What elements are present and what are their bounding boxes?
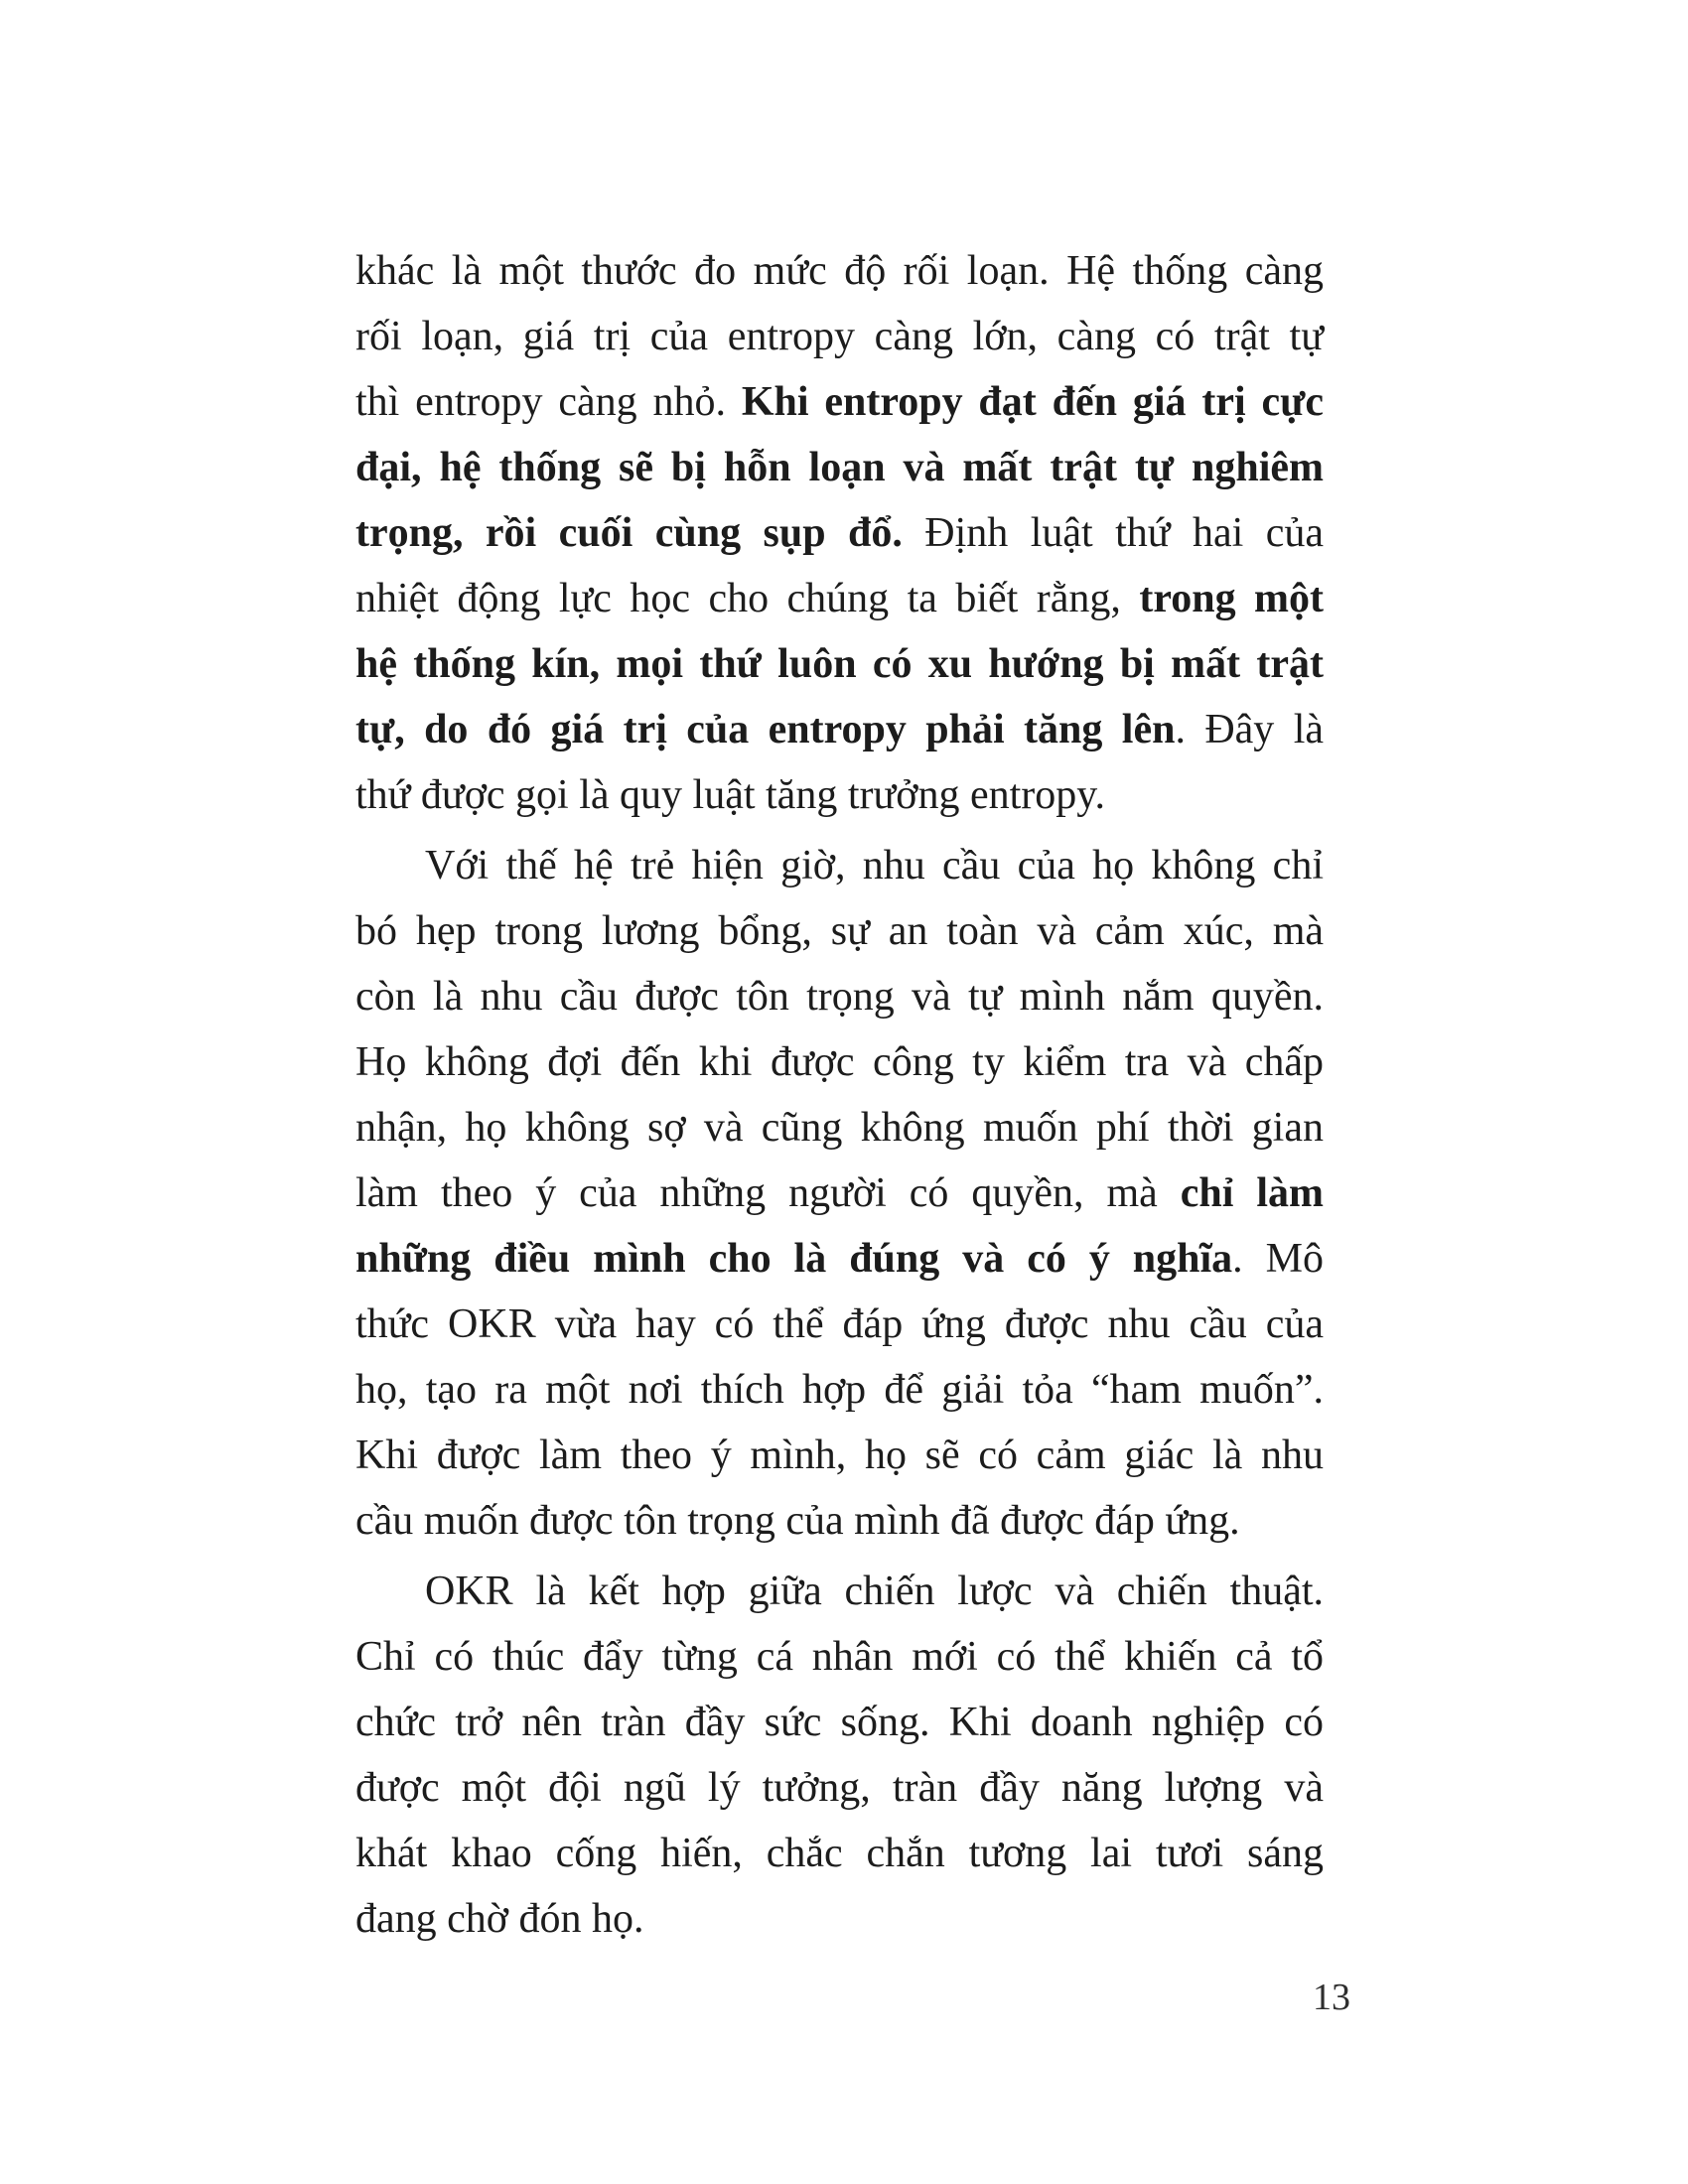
text-segment: chức trở nên tràn đầy sức sống. Khi doanh nghiệp có: [355, 1700, 1324, 1745]
bold-text-segment: đại, hệ thống sẽ bị hỗn loạn và mất trật tự nghiêm: [355, 445, 1324, 490]
text-line: [355, 1488, 1324, 1554]
page-number: 13: [1313, 1977, 1350, 2018]
text-segment: Khi được làm theo ý mình, họ sẽ có cảm giác là nhu: [355, 1433, 1324, 1478]
paragraph: [355, 238, 1324, 828]
text-line: [355, 566, 1324, 631]
text-line: [355, 1160, 1324, 1226]
text-segment: làm theo ý của những người có quyền, mà: [355, 1170, 1181, 1216]
text-line: [355, 898, 1324, 964]
text-segment: nhiệt động lực học cho chúng ta biết rằng,: [355, 576, 1140, 621]
text-line: [355, 697, 1324, 762]
text-segment: đang chờ đón họ.: [355, 1896, 644, 1942]
text-line: [355, 631, 1324, 697]
bold-text-segment: tự, do đó giá trị của entropy phải tăng lên: [355, 707, 1176, 752]
text-segment: thì entropy càng nhỏ.: [355, 379, 742, 425]
text-line: [355, 1821, 1324, 1886]
text-line: [355, 1624, 1324, 1690]
text-segment: rối loạn, giá trị của entropy càng lớn, càng có trật tự: [355, 314, 1324, 359]
text-line: [355, 1226, 1324, 1292]
paragraph: [355, 833, 1324, 1554]
text-line: [355, 1755, 1324, 1821]
text-line: [355, 1690, 1324, 1755]
text-line: [355, 500, 1324, 566]
text-segment: cầu muốn được tôn trọng của mình đã được đáp ứng.: [355, 1498, 1240, 1544]
text-line: [355, 369, 1324, 435]
text-line: [355, 1357, 1324, 1423]
text-line: [355, 1423, 1324, 1488]
text-line: [355, 435, 1324, 500]
text-line: [355, 833, 1324, 898]
bold-text-segment: trọng, rồi cuối cùng sụp đổ.: [355, 510, 903, 556]
text-line: [355, 1559, 1324, 1624]
text-segment: . Đây là: [1175, 707, 1325, 752]
text-line: [355, 1029, 1324, 1095]
text-line: [355, 1292, 1324, 1357]
text-segment: khác là một thước đo mức độ rối loạn. Hệ thống càng: [355, 248, 1324, 294]
text-line: [355, 762, 1324, 828]
text-line: [355, 1886, 1324, 1952]
text-segment: . Mô: [1232, 1236, 1324, 1282]
text-segment: Họ không đợi đến khi được công ty kiểm tra và chấp: [355, 1039, 1324, 1085]
bold-text-segment: chỉ làm: [1180, 1170, 1325, 1216]
text-segment: nhận, họ không sợ và cũng không muốn phí thời gian: [355, 1105, 1324, 1151]
text-segment: họ, tạo ra một nơi thích hợp để giải tỏa “ham muốn”.: [355, 1367, 1324, 1413]
bold-text-segment: hệ thống kín, mọi thứ luôn có xu hướng bị mất trật: [355, 641, 1324, 687]
text-segment: Chỉ có thúc đẩy từng cá nhân mới có thể khiến cả tổ: [355, 1634, 1324, 1680]
text-segment: thức OKR vừa hay có thể đáp ứng được nhu cầu của: [355, 1301, 1324, 1347]
text-line: [355, 964, 1324, 1029]
text-line: [355, 1095, 1324, 1160]
text-line: [355, 238, 1324, 304]
text-segment: Với thế hệ trẻ hiện giờ, nhu cầu của họ không chỉ: [425, 843, 1324, 888]
text-segment: bó hẹp trong lương bổng, sự an toàn và cảm xúc, mà: [355, 908, 1324, 954]
text-segment: thứ được gọi là quy luật tăng trưởng entropy.: [355, 772, 1106, 818]
text-segment: còn là nhu cầu được tôn trọng và tự mình nắm quyền.: [355, 974, 1324, 1020]
bold-text-segment: những điều mình cho là đúng và có ý nghĩa: [355, 1236, 1233, 1282]
text-segment: được một đội ngũ lý tưởng, tràn đầy năng lượng và: [355, 1765, 1324, 1811]
text-block: [355, 238, 1324, 1952]
bold-text-segment: Khi entropy đạt đến giá trị cực: [741, 379, 1324, 425]
text-segment: khát khao cống hiến, chắc chắn tương lai tươi sáng: [355, 1831, 1324, 1876]
text-line: [355, 304, 1324, 369]
text-segment: OKR là kết hợp giữa chiến lược và chiến thuật.: [425, 1569, 1324, 1614]
bold-text-segment: trong một: [1139, 576, 1324, 621]
text-segment: Định luật thứ hai của: [902, 510, 1324, 556]
paragraph: [355, 1559, 1324, 1952]
